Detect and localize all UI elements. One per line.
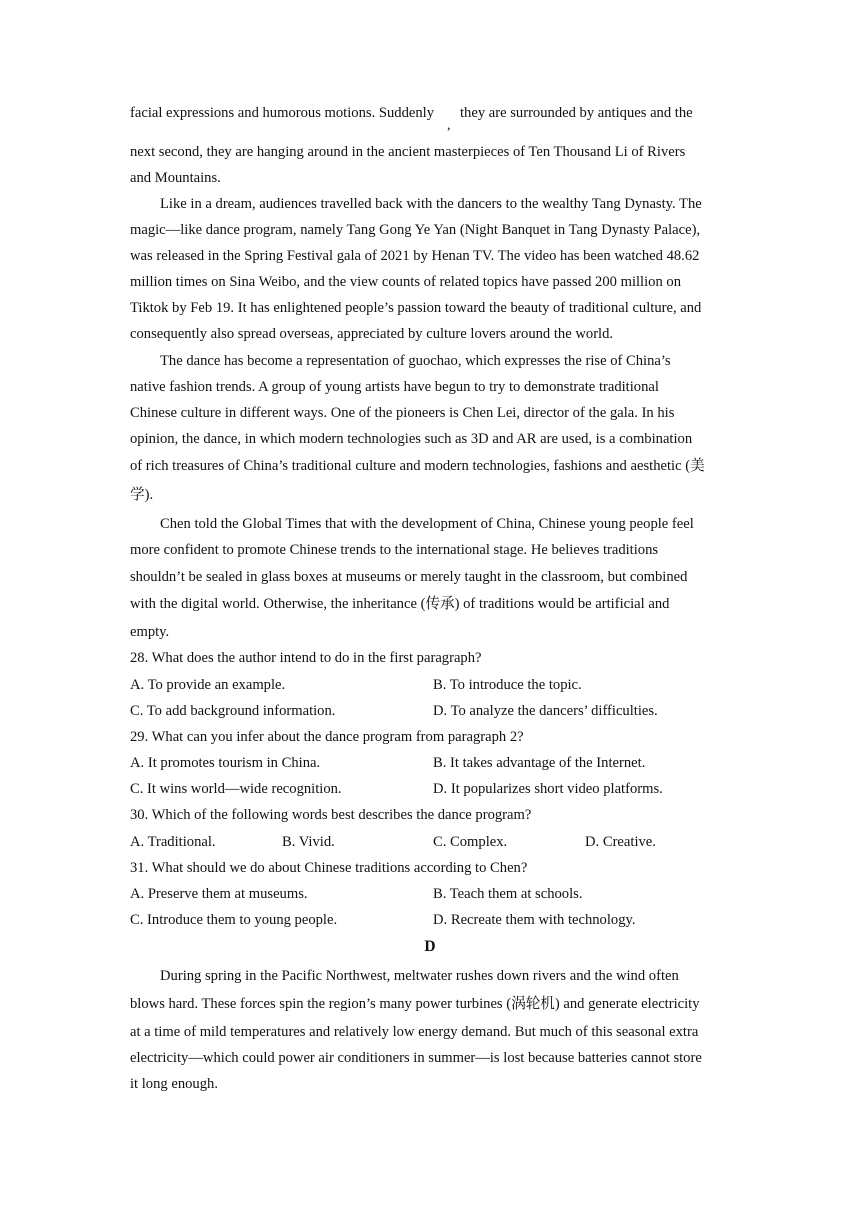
passage-c-p1-line-2: next second, they are hanging around in the ancient masterpieces of Ten Thousand Li of Rivers bbox=[130, 144, 686, 160]
passage-c-p2-line-3: was released in the Spring Festival gala of 2021 by Henan TV. The video has been watched 48.62 bbox=[130, 248, 700, 264]
question-29-option-c[interactable]: C. It wins world—wide recognition. bbox=[130, 781, 342, 797]
question-28-option-d[interactable]: D. To analyze the dancers’ difficulties. bbox=[433, 703, 658, 719]
section-d-heading: D bbox=[424, 938, 436, 955]
section-d-p1-line-4: electricity—which could power air conditioners in summer—is lost because batteries cannot store bbox=[130, 1050, 702, 1066]
passage-c-p1-line-1: facial expressions and humorous motions. Suddenly bbox=[130, 105, 434, 121]
question-29-option-b[interactable]: B. It takes advantage of the Internet. bbox=[433, 755, 646, 771]
question-29-option-d[interactable]: D. It popularizes short video platforms. bbox=[433, 781, 663, 797]
passage-c-p3-line-5: of rich treasures of China’s traditional culture and modern technologies, fashions and aesthetic (美 bbox=[130, 458, 705, 474]
question-30-stem: 30. Which of the following words best describes the dance program? bbox=[130, 807, 532, 823]
passage-c-p1-line-1b: they are surrounded by antiques and the bbox=[460, 105, 693, 121]
question-31-option-a[interactable]: A. Preserve them at museums. bbox=[130, 886, 308, 902]
passage-c-p4-line-1: Chen told the Global Times that with the development of China, Chinese young people feel bbox=[160, 516, 694, 532]
passage-c-p2-line-5: Tiktok by Feb 19. It has enlightened people’s passion toward the beauty of traditional culture, and bbox=[130, 300, 702, 316]
question-30-option-c[interactable]: C. Complex. bbox=[433, 834, 508, 850]
question-29-option-a[interactable]: A. It promotes tourism in China. bbox=[130, 755, 321, 771]
question-31-option-d[interactable]: D. Recreate them with technology. bbox=[433, 912, 636, 928]
passage-c-p3-line-1: The dance has become a representation of guochao, which expresses the rise of China’s bbox=[160, 353, 671, 369]
question-31-option-b[interactable]: B. Teach them at schools. bbox=[433, 886, 583, 902]
question-28-stem: 28. What does the author intend to do in the first paragraph? bbox=[130, 650, 482, 666]
passage-c-p1-line-3: and Mountains. bbox=[130, 170, 221, 186]
section-d-p1-line-3: at a time of mild temperatures and relatively low energy demand. But much of this seasonal extra bbox=[130, 1024, 699, 1040]
question-31-stem: 31. What should we do about Chinese traditions according to Chen? bbox=[130, 860, 528, 876]
question-28-option-b[interactable]: B. To introduce the topic. bbox=[433, 677, 582, 693]
stray-comma: , bbox=[447, 118, 451, 133]
passage-c-p2-line-6: consequently also spread overseas, appreciated by culture lovers around the world. bbox=[130, 326, 614, 342]
question-31-option-c[interactable]: C. Introduce them to young people. bbox=[130, 912, 338, 928]
passage-c-p4-line-5: empty. bbox=[130, 624, 170, 640]
section-d-p1-line-1: During spring in the Pacific Northwest, meltwater rushes down rivers and the wind often bbox=[160, 968, 679, 984]
passage-c-p3-line-3: Chinese culture in different ways. One of the pioneers is Chen Lei, director of the gala. In his bbox=[130, 405, 675, 421]
passage-c-p2-line-4: million times on Sina Weibo, and the view counts of related topics have passed 200 million on bbox=[130, 274, 681, 290]
question-30-option-d[interactable]: D. Creative. bbox=[585, 834, 656, 850]
question-30-option-b[interactable]: B. Vivid. bbox=[282, 834, 335, 850]
passage-c-p2-line-2: magic—like dance program, namely Tang Gong Ye Yan (Night Banquet in Tang Dynasty Palace), bbox=[130, 222, 701, 238]
passage-c-p2-line-1: Like in a dream, audiences travelled back with the dancers to the wealthy Tang Dynasty. The bbox=[160, 196, 702, 212]
section-d-p1-line-5: it long enough. bbox=[130, 1076, 218, 1092]
question-30-option-a[interactable]: A. Traditional. bbox=[130, 834, 216, 850]
passage-c-p3-line-2: native fashion trends. A group of young artists have begun to try to demonstrate traditional bbox=[130, 379, 659, 395]
question-28-option-c[interactable]: C. To add background information. bbox=[130, 703, 336, 719]
passage-c-p4-line-3: shouldn’t be sealed in glass boxes at museums or merely taught in the classroom, but combined bbox=[130, 569, 688, 585]
question-29-stem: 29. What can you infer about the dance program from paragraph 2? bbox=[130, 729, 524, 745]
section-d-p1-line-2: blows hard. These forces spin the region’s many power turbines (涡轮机) and generate electricity bbox=[130, 996, 700, 1012]
question-28-option-a[interactable]: A. To provide an example. bbox=[130, 677, 286, 693]
passage-c-p3-line-6: 学). bbox=[130, 487, 154, 503]
passage-c-p3-line-4: opinion, the dance, in which modern technologies such as 3D and AR are used, is a combination bbox=[130, 431, 693, 447]
passage-c-p4-line-4: with the digital world. Otherwise, the inheritance (传承) of traditions would be artificial and bbox=[130, 596, 670, 612]
passage-c-p4-line-2: more confident to promote Chinese trends to the international stage. He believes traditions bbox=[130, 542, 659, 558]
